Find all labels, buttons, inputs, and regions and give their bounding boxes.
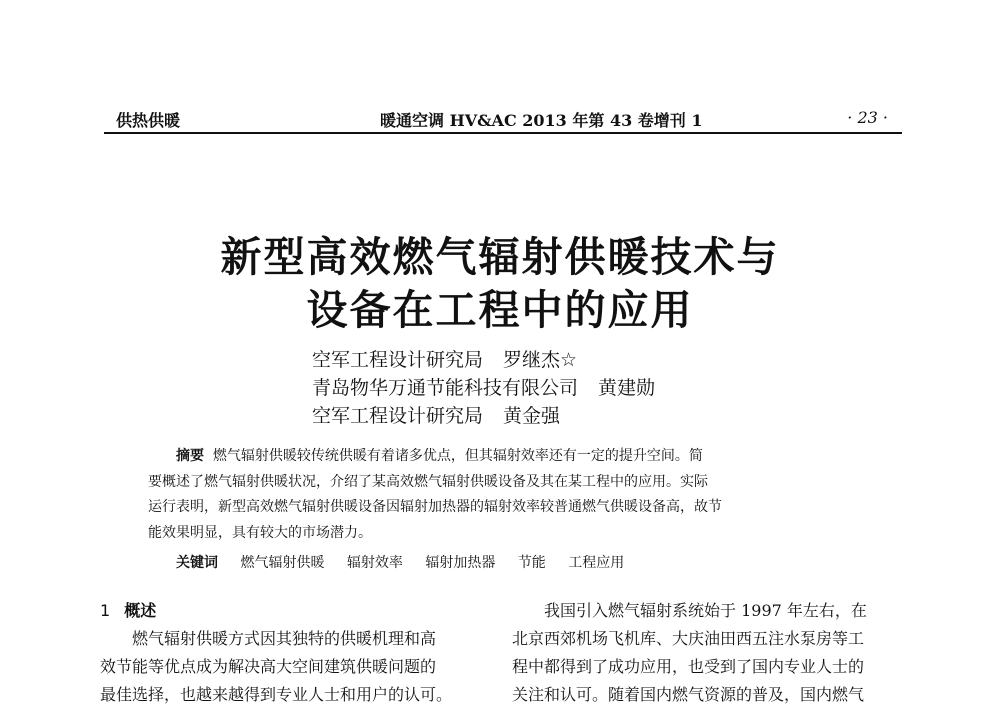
header-journal-info: 暖通空调 HV&AC 2013 年第 43 卷增刊 1 xyxy=(380,111,703,130)
author-entry xyxy=(312,402,655,430)
abstract-line: 能效果明显，具有较大的市场潜力。 xyxy=(148,524,372,541)
abstract-text: 燃气辐射供暖较传统供暖有着诸多优点，但其辐射效率还有一定的提升空间。简 xyxy=(212,448,703,464)
abstract-line: 运行表明，新型高效燃气辐射供暖设备因辐射加热器的辐射效率较普通燃气供暖设备高，故节 xyxy=(148,499,722,515)
author-affiliation: 青岛物华万通节能科技有限公司 xyxy=(312,377,579,399)
section-number: 1 xyxy=(100,601,111,620)
title-line-2: 设备在工程中的应用 xyxy=(306,286,694,334)
keyword: 节能 xyxy=(517,555,546,571)
author-list xyxy=(312,346,655,430)
keyword: 燃气辐射供暖 xyxy=(240,555,325,571)
author-entry xyxy=(312,346,655,374)
body-line: 北京西郊机场飞机库、大庆油田西五注水泵房等工 xyxy=(512,629,865,648)
body-line: 最佳选择，也越来越得到专业人士和用户的认可。 xyxy=(100,685,453,704)
body-line: 燃气辐射供暖方式因其独特的供暖机理和高 xyxy=(132,629,437,648)
keyword: 工程应用 xyxy=(568,555,625,571)
body-column-right xyxy=(512,597,902,709)
keyword: 辐射加热器 xyxy=(425,555,496,571)
keywords xyxy=(176,552,624,572)
body-line: 关注和认可。随着国内燃气资源的普及，国内燃气 xyxy=(512,685,865,704)
title-line-1: 新型高效燃气辐射供暖技术与 xyxy=(220,233,780,281)
author-name: 黄金强 xyxy=(503,405,561,427)
abstract-label: 摘要 xyxy=(176,448,204,464)
author-entry xyxy=(312,374,655,402)
abstract xyxy=(148,444,864,546)
author-affiliation: 空军工程设计研究局 xyxy=(312,405,484,427)
keywords-label: 关键词 xyxy=(176,555,218,571)
header-page-number: · 23 · xyxy=(847,108,888,127)
keyword: 辐射效率 xyxy=(346,555,403,571)
section-heading xyxy=(100,597,490,625)
abstract-line xyxy=(148,444,864,470)
body-column-left xyxy=(100,597,490,709)
header-section-label: 供热供暖 xyxy=(116,111,181,130)
abstract-line: 要概述了燃气辐射供暖状况，介绍了某高效燃气辐射供暖设备及其在某工程中的应用。实际 xyxy=(148,473,708,490)
author-affiliation: 空军工程设计研究局 xyxy=(312,349,484,371)
body-line: 我国引入燃气辐射系统始于 1997 年左右，在 xyxy=(544,601,867,620)
running-header xyxy=(104,104,902,134)
author-name: 黄建勋 xyxy=(598,377,656,399)
body-line: 程中都得到了成功应用，也受到了国内专业人士的 xyxy=(512,657,865,676)
author-name: 罗继杰☆ xyxy=(503,349,578,371)
section-title: 概述 xyxy=(124,601,157,620)
body-line: 效节能等优点成为解决高大空间建筑供暖问题的 xyxy=(100,657,437,676)
